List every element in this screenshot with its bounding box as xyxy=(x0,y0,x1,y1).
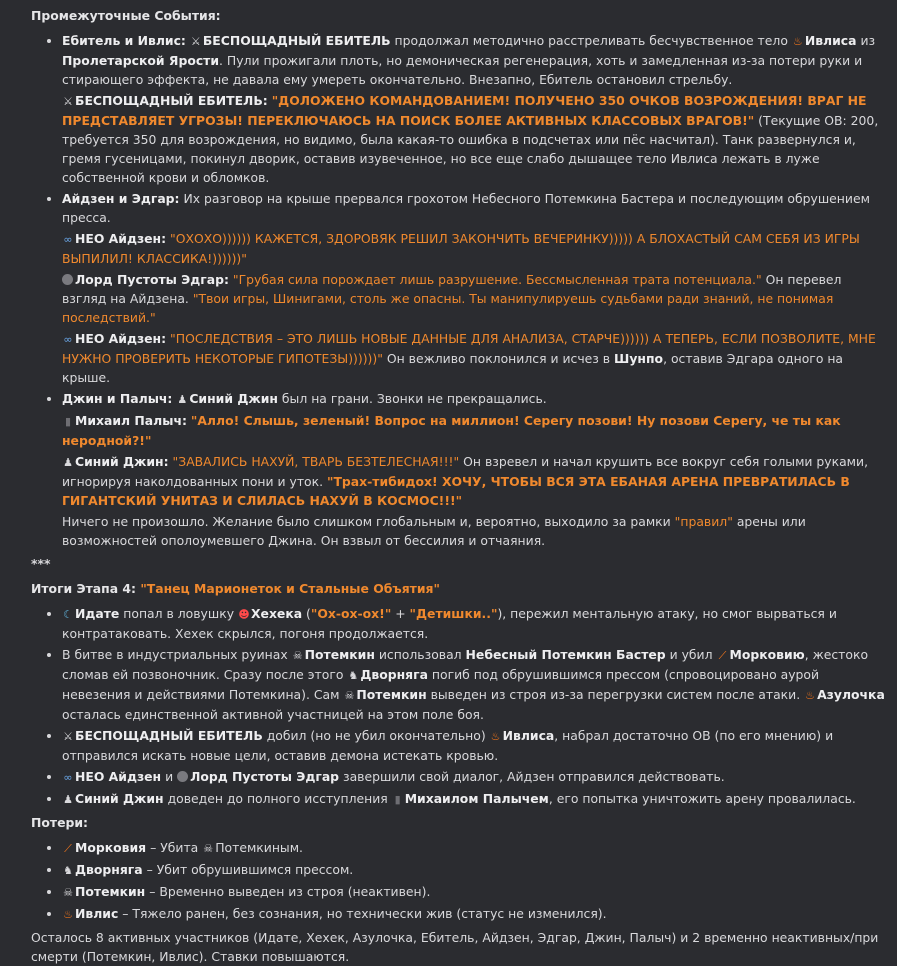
text: Их разговор на крыше прервался грохотом Небесного Потемкина Бастера и последующим обрушением пресса. xyxy=(62,191,870,225)
dog-icon: ♞ xyxy=(348,669,359,682)
list-item xyxy=(62,189,889,387)
name-morkoviya: Морковию xyxy=(729,647,805,662)
name-shunpo: Шунпо xyxy=(614,351,664,366)
section-title-events: Промежуточные События: xyxy=(31,8,221,23)
speaker-name: Лорд Пустоты Эдгар xyxy=(75,272,224,287)
text: Он вежливо поклонился и исчез в xyxy=(382,351,615,366)
glasses-icon: ∞ xyxy=(63,771,73,784)
list-item xyxy=(62,645,889,724)
name-ivlis: Ивлиса xyxy=(804,33,857,48)
name-azulochka: Азулочка xyxy=(817,687,885,702)
name-ebitel: БЕСПОЩАДНЫЙ ЕБИТЕЛЬ xyxy=(75,728,263,743)
section-title-results xyxy=(31,579,889,598)
name-palych: Михаилом Палычем xyxy=(404,791,549,806)
speaker-name: Михаил Палыч xyxy=(75,413,182,428)
name-hehek: Хехека xyxy=(250,606,303,621)
text: – Тяжело ранен, без сознания, но технически жив (статус не изменился). xyxy=(118,906,607,921)
text: , его попытка уничтожить арену провалилась. xyxy=(548,791,856,806)
losses-list xyxy=(31,838,889,924)
loss-name: Морковия xyxy=(75,840,147,855)
text: , жестоко сломав ей позвоночник. Сразу после этого xyxy=(62,647,869,682)
gun-icon: ⚔ xyxy=(190,35,201,48)
skull-icon: ☠ xyxy=(344,689,355,702)
wave-icon: ☾ xyxy=(63,608,73,621)
loss-name: Ивлис xyxy=(75,906,119,921)
moon-icon xyxy=(177,771,188,782)
text: попал в ловушку xyxy=(119,606,238,621)
text: , оставив Эдгара одного на крыше. xyxy=(62,351,844,385)
skull-icon: ☠ xyxy=(203,842,214,855)
text: Он перевел взгляд на Айдзена. xyxy=(62,272,842,306)
name-idate: Идате xyxy=(75,606,120,621)
speech-line xyxy=(62,91,889,187)
text: Потемкиным. xyxy=(215,840,303,855)
separator: *** xyxy=(31,556,51,571)
item-lead: Айдзен и Эдгар: xyxy=(62,191,180,206)
name-djin: Синий Джин xyxy=(189,391,278,406)
text: завершили свой диалог, Айдзен отправился действовать. xyxy=(339,769,725,784)
text: доведен до полного исступления xyxy=(163,791,392,806)
glasses-icon: ∞ xyxy=(63,333,73,346)
text: использовал xyxy=(374,647,466,662)
fire-icon: ♨ xyxy=(490,730,501,743)
loss-name: Дворняга xyxy=(75,862,143,877)
quote: "Грубая сила порождает лишь разрушение. Бессмысленная трата потенциала." xyxy=(232,272,762,287)
results-lead: Итоги Этапа 4: xyxy=(31,581,136,596)
name-edgar: Лорд Пустоты Эдгар xyxy=(190,769,340,784)
name-potemkin: Потемкин xyxy=(356,687,427,702)
text: , набрал достаточно ОВ (по его мнению) и отправился искать новые цели, оставив демона истекать кровью. xyxy=(62,728,834,763)
list-item xyxy=(62,904,889,924)
list-item xyxy=(62,838,889,858)
name-dvornyaga: Дворняга xyxy=(360,667,428,682)
moon-icon xyxy=(62,274,73,285)
name-djin: Синий Джин xyxy=(75,791,164,806)
quote: "ЗАВАЛИСЬ НАХУЙ, ТВАРЬ БЕЗТЕЛЕСНАЯ!!!" xyxy=(172,454,460,469)
speaker-name: НЕО Айдзен xyxy=(75,331,162,346)
colon: : xyxy=(262,93,268,108)
skull-icon: ☠ xyxy=(63,886,73,899)
text: В битве в индустриальных руинах xyxy=(62,647,292,662)
text: (Текущие ОВ: 200, требуется 350 для возрождения, но видимо, была какая-то ошибка в подсчетах или пёс насчитал). Танк развернулся и, гремя гусеницами, покинул дворик, оставив изувеченное, но все еще слабо дышащее тело Ивлиса лежать в луже собственной крови и обломков. xyxy=(62,113,879,185)
speaker-name: Синий Джин xyxy=(75,454,164,469)
speech-line: ▮ Михаил Палыч: "Алло! Слышь, зеленый! Вопрос на миллион! Серегу позови! Ну позови Серегу, че ты как неродной?!" xyxy=(62,413,841,448)
text: осталась единственной активной участницей на этом поле боя. xyxy=(62,707,484,722)
speech-line: ∞ НЕО Айдзен: "ПОСЛЕДСТВИЯ – ЭТО ЛИШЬ НОВЫЕ ДАННЫЕ ДЛЯ АНАЛИЗА, СТАРЧЕ)))))) А ТЕПЕРЬ, ЕСЛИ ПОЗВОЛИТЕ, МНЕ НУЖНО ПРОВЕРИТЬ НЕКОТОРЫЕ ГИПОТЕЗЫ))))))" Он вежливо поклонился и исчез в Шунпо, оставив Эдгара одного на крыше. xyxy=(62,331,876,385)
quote: "ДОЛОЖЕНО КОМАНДОВАНИЕМ! ПОЛУЧЕНО 350 ОЧКОВ ВОЗРОЖДЕНИЯ! ВРАГ НЕ ПРЕДСТАВЛЯЕТ УГРОЗЫ! ПЕРЕКЛЮЧАЮСЬ НА ПОИСК БОЛЕЕ АКТИВНЫХ КЛАССОВЫХ ВРАГОВ!" xyxy=(62,93,867,128)
events-list xyxy=(31,31,889,550)
list-item xyxy=(62,389,889,550)
gun-icon: ⚔ xyxy=(63,95,73,108)
clown-icon: ☻ xyxy=(238,608,250,621)
gun-icon: ⚔ xyxy=(63,730,73,743)
fire-icon: ♨ xyxy=(792,35,803,48)
phone-icon: ▮ xyxy=(64,415,72,428)
quote: "Твои игры, Шинигами, столь же опасны. Ты манипулируешь судьбами ради знаний, не понимая последствий." xyxy=(62,291,834,325)
final-summary: Осталось 8 активных участников (Идате, Хехек, Азулочка, Ебитель, Айдзен, Эдгар, Джин, Палыч) и 2 временно неактивных/при смерти (Потемкин, Ивлис). Ставки повышаются. xyxy=(31,930,879,964)
item-lead: Ебитель и Ивлис: xyxy=(62,33,186,48)
text: добил (но не убил окончательно) xyxy=(262,728,490,743)
quote: "правил" xyxy=(674,514,733,529)
text: погиб под обрушившимся прессом (спровоцировано аурой невезения и действиями Потемкина). Сам xyxy=(62,667,820,702)
phone-icon: ▮ xyxy=(394,793,401,806)
quote: "ОХОХО)))))) КАЖЕТСЯ, ЗДОРОВЯК РЕШИЛ ЗАКОНЧИТЬ ВЕЧЕРИНКУ))))) А БЛОХАСТЫЙ САМ СЕБЯ ИЗ ИГРЫ ВЫПИЛИЛ! КЛАССИКА!))))))" xyxy=(62,231,860,266)
list-item xyxy=(62,882,889,902)
results-list xyxy=(31,604,889,809)
text: Он взревел и начал крушить все вокруг себя голыми руками, игнорируя наколдованных пони и уток. xyxy=(62,454,869,489)
name-ebitel: БЕСПОЩАДНЫЙ ЕБИТЕЛЬ xyxy=(202,33,391,48)
carrot-icon: ⟋ xyxy=(64,842,72,855)
text: ), пережил ментальную атаку, но смог вырваться и контратаковать. Хехек скрылся, погоня продолжается. xyxy=(62,606,837,641)
list-item xyxy=(62,31,889,187)
text: и xyxy=(161,769,178,784)
results-title: "Танец Марионеток и Стальные Объятия" xyxy=(140,581,440,596)
text: из xyxy=(856,33,876,48)
quote: "ПОСЛЕДСТВИЯ – ЭТО ЛИШЬ НОВЫЕ ДАННЫЕ ДЛЯ АНАЛИЗА, СТАРЧЕ)))))) А ТЕПЕРЬ, ЕСЛИ ПОЗВОЛИТЕ, МНЕ НУЖНО ПРОВЕРИТЬ НЕКОТОРЫЕ ГИПОТЕЗЫ))))))" xyxy=(62,331,876,366)
name-ivlis: Ивлиса xyxy=(502,728,555,743)
text: арены или возможностей ополоумевшего Джина. Он взвыл от бессилия и отчаяния. xyxy=(62,514,806,548)
text: Ничего не произошло. Желание было слишком глобальным и, вероятно, выходило за рамки xyxy=(62,514,675,529)
text: – Убит обрушившимся прессом. xyxy=(142,862,354,877)
quote: "Детишки.." xyxy=(409,606,498,621)
text-line xyxy=(62,512,889,550)
name-aizen: НЕО Айдзен xyxy=(75,769,162,784)
dog-icon: ♞ xyxy=(63,864,73,877)
text: выведен из строя из-за перегрузки систем после атаки. xyxy=(426,687,805,702)
genie-icon: ♟ xyxy=(63,456,73,469)
list-item xyxy=(62,789,889,809)
text: и убил xyxy=(665,647,717,662)
fire-icon: ♨ xyxy=(805,689,816,702)
genie-icon: ♟ xyxy=(177,393,188,406)
speech-line: ♟ Синий Джин: "ЗАВАЛИСЬ НАХУЙ, ТВАРЬ БЕЗТЕЛЕСНАЯ!!!" Он взревел и начал крушить все вокруг себя голыми руками, игнорируя наколдованных пони и уток. "Трах-тибидох! ХОЧУ, ЧТОБЫ ВСЯ ЭТА ЕБАНАЯ АРЕНА ПРЕВРАТИЛАСЬ В ГИГАНТСКИЙ УНИТАЗ И СЛИЛАСЬ НАХУЙ В КОСМОС!!!" xyxy=(62,454,869,508)
speaker-name: НЕО Айдзен xyxy=(75,231,162,246)
carrot-icon: ⟋ xyxy=(718,649,727,662)
text: продолжал методично расстреливать бесчувственное тело xyxy=(390,33,792,48)
name-fury: Пролетарской Ярости xyxy=(62,53,220,68)
skull-icon: ☠ xyxy=(292,649,303,662)
glasses-icon: ∞ xyxy=(63,233,73,246)
list-item xyxy=(62,860,889,880)
text: – Убита xyxy=(146,840,203,855)
list-item xyxy=(62,726,889,765)
quote: "Алло! Слышь, зеленый! Вопрос на миллион! Серегу позови! Ну позови Серегу, че ты как неродной?!" xyxy=(62,413,841,448)
text: – Временно выведен из строя (неактивен). xyxy=(145,884,431,899)
quote: "Трах-тибидох! ХОЧУ, ЧТОБЫ ВСЯ ЭТА ЕБАНАЯ АРЕНА ПРЕВРАТИЛАСЬ В ГИГАНТСКИЙ УНИТАЗ И СЛИЛАСЬ НАХУЙ В КОСМОС!!!" xyxy=(62,474,850,508)
text: был на грани. Звонки не прекращались. xyxy=(277,391,547,406)
section-title-losses: Потери: xyxy=(31,815,88,830)
text: ( xyxy=(302,606,311,621)
genie-icon: ♟ xyxy=(63,793,73,806)
list-item xyxy=(62,604,889,643)
name-potemkin: Потемкин xyxy=(304,647,375,662)
quote: "Ох-ох-ох!" xyxy=(310,606,392,621)
speaker-name: БЕСПОЩАДНЫЙ ЕБИТЕЛЬ xyxy=(75,93,263,108)
name-buster: Небесный Потемкин Бастер xyxy=(465,647,666,662)
speech-line: Лорд Пустоты Эдгар: "Грубая сила порождает лишь разрушение. Бессмысленная трата потенциала." Он перевел взгляд на Айдзена. "Твои игры, Шинигами, столь же опасны. Ты манипулируешь судьбами ради знаний, не понимая последствий." xyxy=(62,272,842,325)
list-item xyxy=(62,767,889,787)
text: . Пули прожигали плоть, но демоническая регенерация, хоть и замедленная из-за потери руки и стирающего эффекта, не давала ему умереть окончательно. Внезапно, Ебитель остановил стрельбу. xyxy=(62,53,863,87)
item-lead: Джин и Палыч: xyxy=(62,391,173,406)
text: + xyxy=(391,606,410,621)
fire-icon: ♨ xyxy=(63,908,73,921)
loss-name: Потемкин xyxy=(75,884,146,899)
speech-line: ∞ НЕО Айдзен: "ОХОХО)))))) КАЖЕТСЯ, ЗДОРОВЯК РЕШИЛ ЗАКОНЧИТЬ ВЕЧЕРИНКУ))))) А БЛОХАСТЫЙ САМ СЕБЯ ИЗ ИГРЫ ВЫПИЛИЛ! КЛАССИКА!))))))" xyxy=(62,231,860,266)
